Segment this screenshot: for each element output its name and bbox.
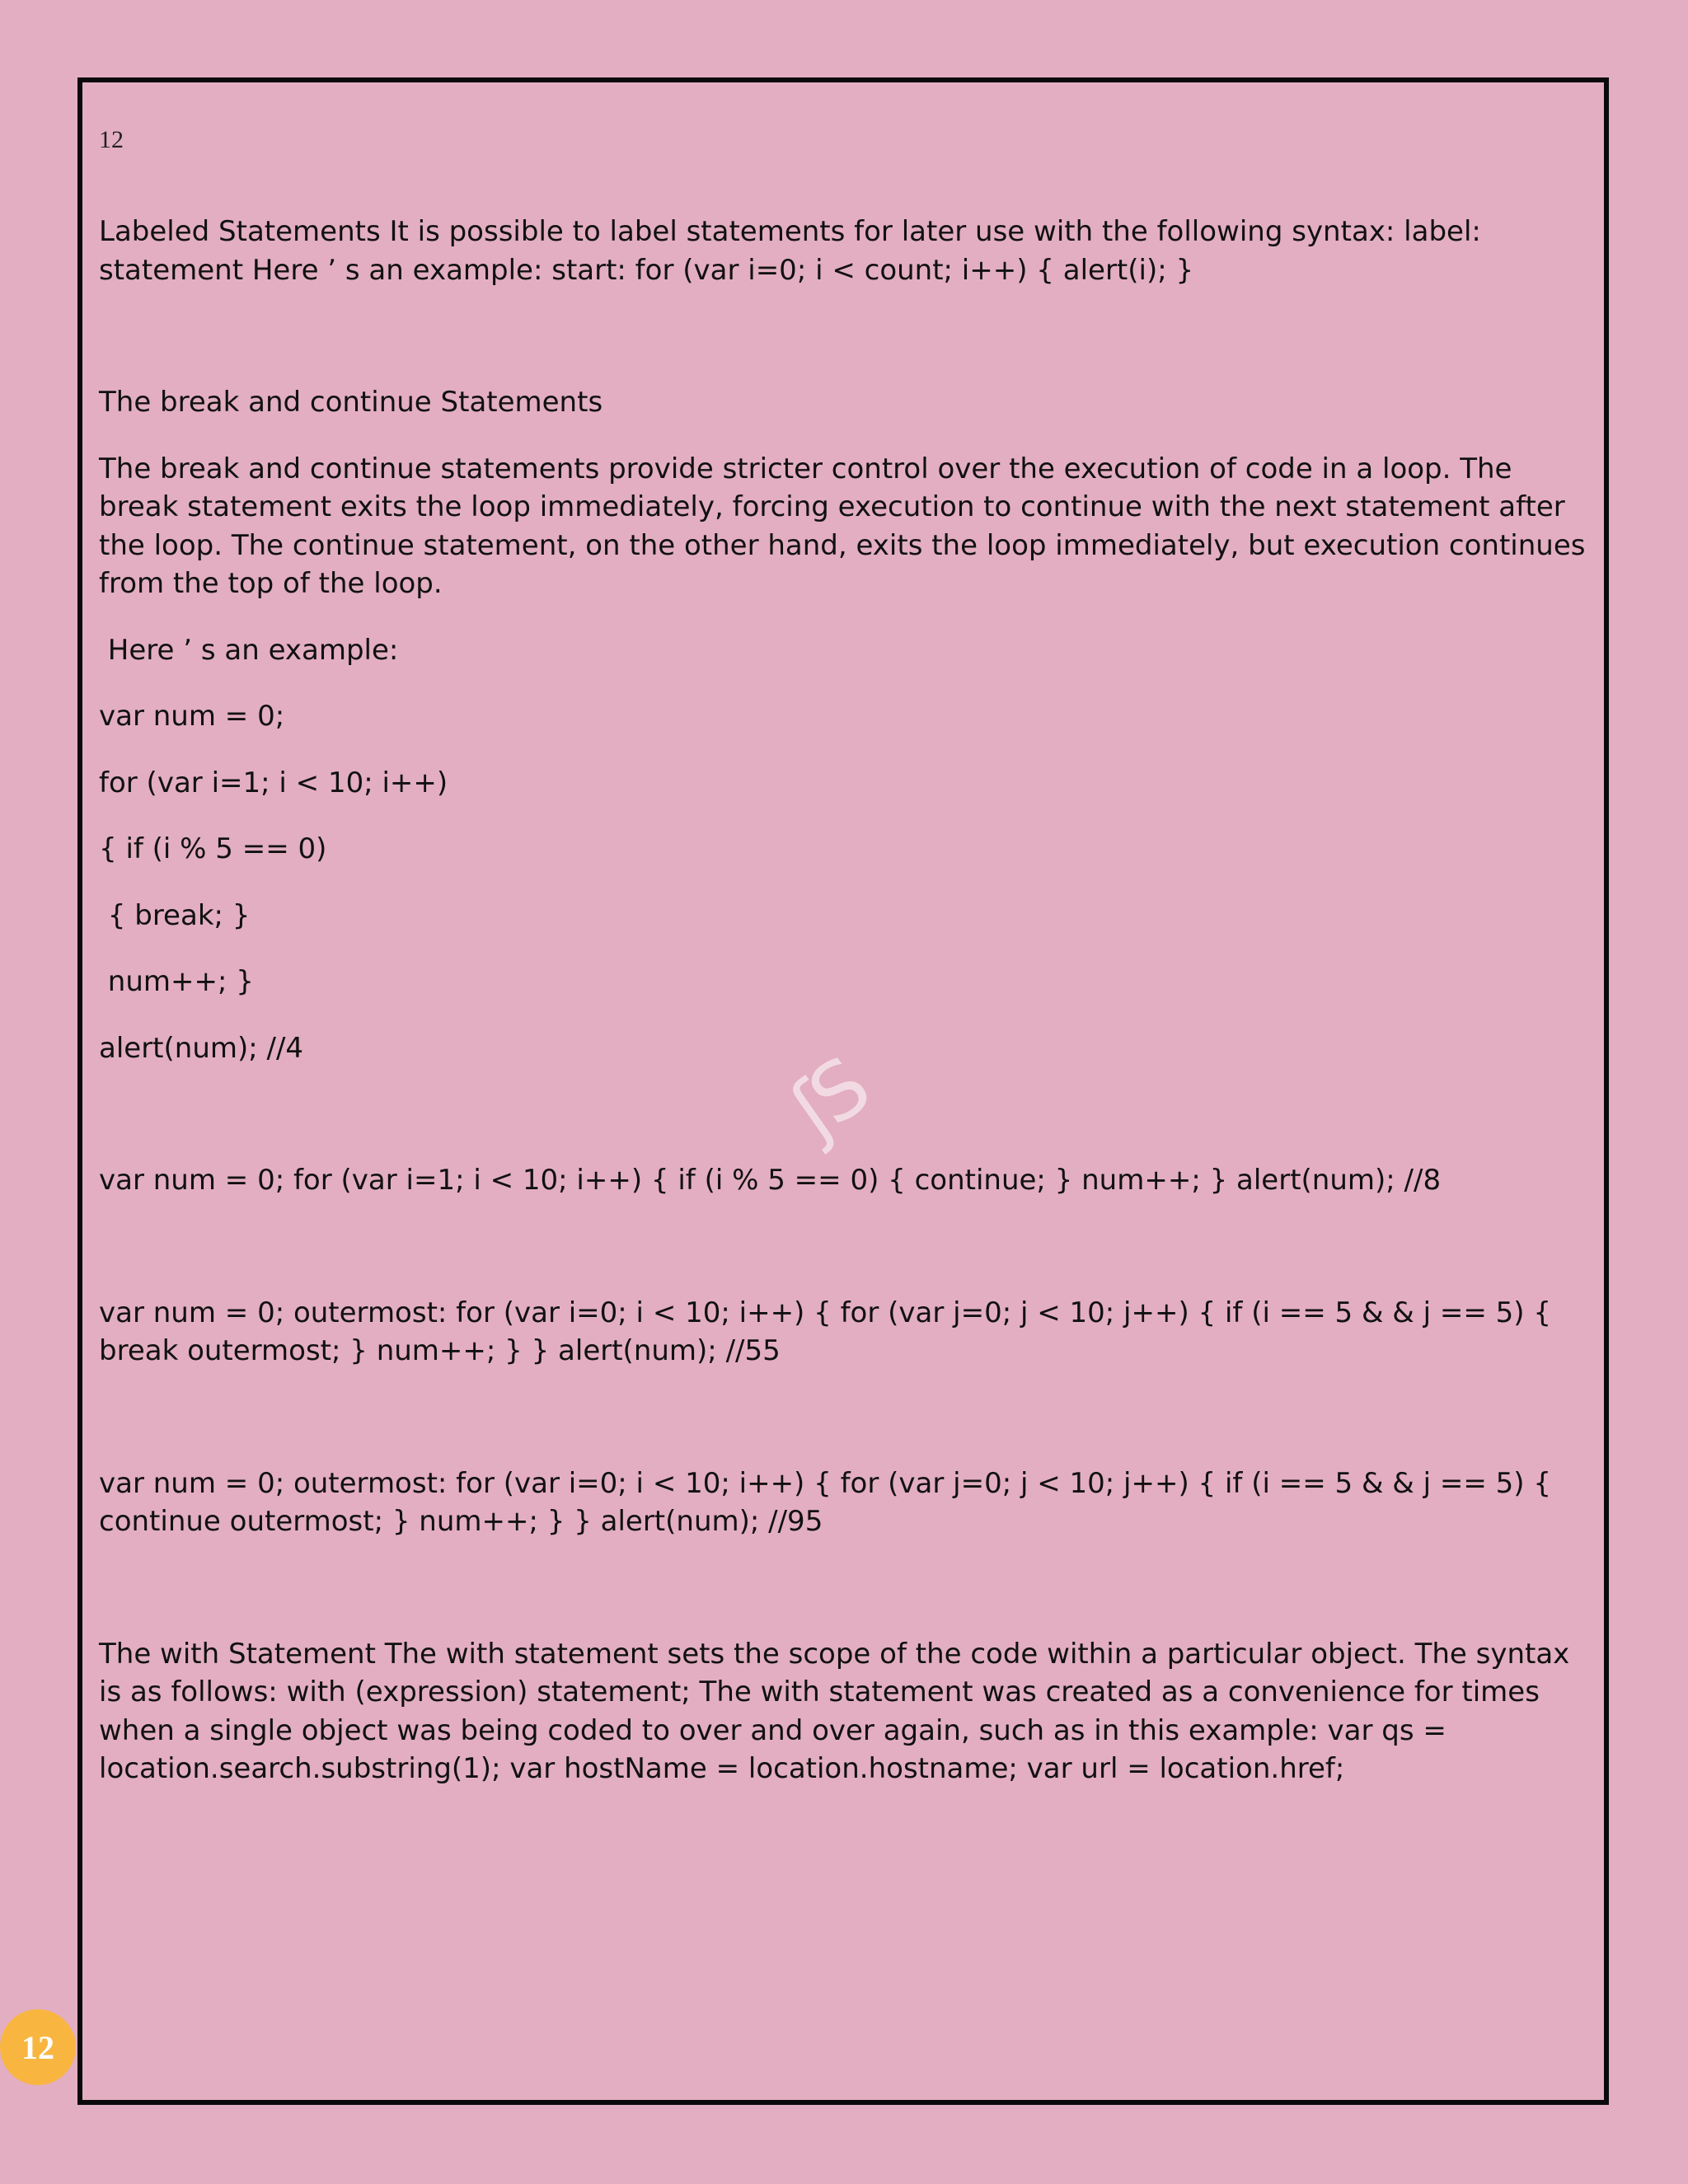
paragraph-break-continue-description: The break and continue statements provide stricter control over the execution of code in a loop. The break statement exits the loop immediately, forcing execution to continue with the next statement after the loop. The continue statement, on the other hand, exits the loop immediately, but execution continues from the top of the loop. [99, 452, 1586, 600]
paragraph-labeled-statements: Labeled Statements It is possible to label statements for later use with the following syntax: label: statement Here ’ s an example: start: for (var i=0; i < count; i++) { alert(i); } [99, 215, 1481, 287]
watermark-logo: ʃS [775, 1041, 883, 1156]
paragraph-with-statement: The with Statement The with statement sets the scope of the code within a particular object. The syntax is as follows: with (expression) statement; The with statement was created as a convenience for times when a single object was being coded to over and over again, such as in this example: var qs = location.search.substring(1); var hostName = location.hostname; var url = location.href; [99, 1637, 1570, 1785]
code-line-4: { break; } [99, 898, 251, 932]
page-body [99, 213, 1587, 1788]
page-number-top: 12 [99, 126, 124, 153]
code-line-6: alert(num); //4 [99, 1031, 304, 1065]
code-example-break-outermost: var num = 0; outermost: for (var i=0; i < 10; i++) { for (var j=0; j < 10; j++) { if (i == 5 & & j == 5) { break outermost; } num++; } } alert(num); //55 [99, 1296, 1551, 1367]
heading-break-continue: The break and continue Statements [99, 386, 603, 419]
code-example-continue: var num = 0; for (var i=1; i < 10; i++) { if (i % 5 == 0) { continue; } num++; } alert(num); //8 [99, 1164, 1442, 1197]
code-line-1: var num = 0; [99, 700, 285, 733]
paragraph-example-intro: Here ’ s an example: [99, 633, 399, 667]
code-line-2: for (var i=1; i < 10; i++) [99, 766, 448, 799]
code-example-continue-outermost: var num = 0; outermost: for (var i=0; i < 10; i++) { for (var j=0; j < 10; j++) { if (i == 5 & & j == 5) { continue outermost; } num++; } } alert(num); //95 [99, 1466, 1551, 1538]
code-line-5: num++; } [99, 965, 254, 998]
code-line-3: { if (i % 5 == 0) [99, 832, 327, 865]
page-number-badge: 12 [0, 2009, 76, 2085]
